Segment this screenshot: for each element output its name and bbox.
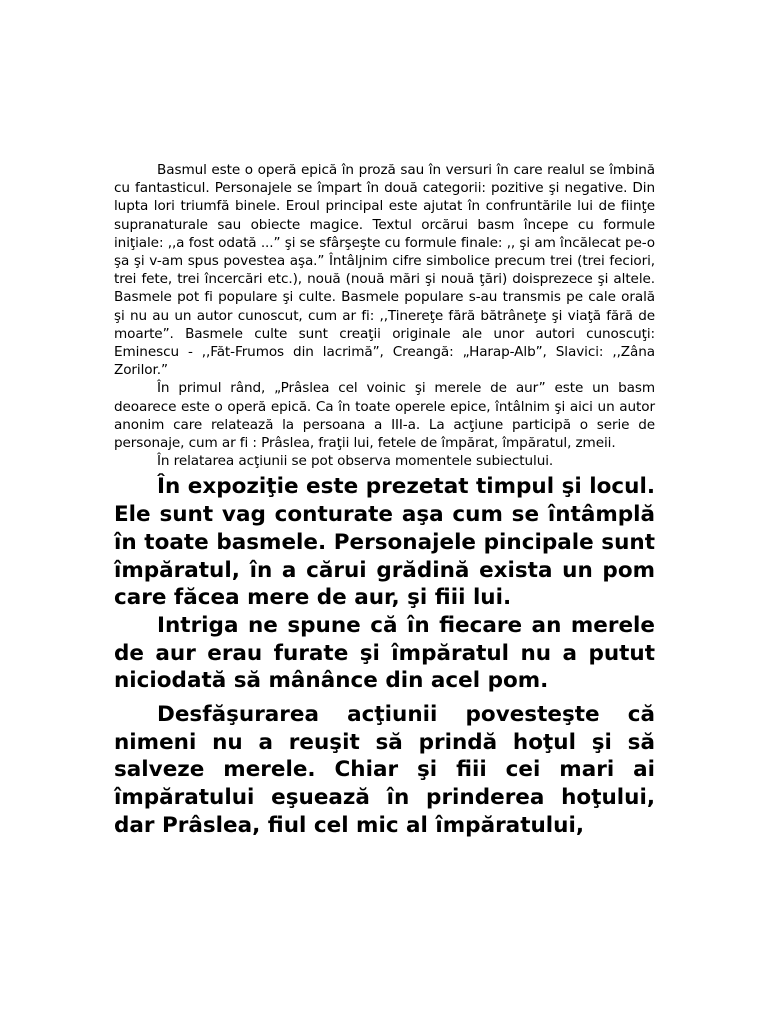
paragraph-prasle-epic: În primul rând, „Prâslea cel voinic şi merele de aur” este un basm deoarece este o operă epică. Ca în toate operele epice, întâlnim şi aici un autor anonim care relatează la persoana a III-a. La acţiune participă o serie de personaje, cum ar fi : Prâslea, fraţii lui, fetele de împărat, împăratul, zmeii. (114, 380, 655, 452)
document-body (114, 161, 655, 840)
paragraph-expozitie: În expoziţie este prezetat timpul şi locul. Ele sunt vag conturate aşa cum se întâmplă în toate basmele. Personajele pincipale sunt împăratul, în a cărui grădină exista un pom care făcea mere de aur, şi fiii lui. (114, 474, 655, 611)
paragraph-intro-basm: Basmul este o operă epică în proză sau în versuri în care realul se îmbină cu fantasticul. Personajele se împart în două categorii: pozitive şi negative. Din lupta lori triumfă binele. Eroul principal este ajutat în confruntările lui de fiinţe supranaturale sau obiecte magice. Textul orcărui basm începe cu formule iniţiale: ,,a fost odată ...” şi se sfârşeşte cu formule finale: ,, şi am încălecat pe-o şa şi v-am spus povestea aşa.” Întâljnim cifre simbolice precum trei (trei feciori, trei fete, trei încercări etc.), nouă (nouă mări şi nouă ţări) doisprezece şi altele. Basmele pot fi populare şi culte. Basmele populare s-au transmis pe cale orală şi nu au un autor cunoscut, cum ar fi: ,,Tinereţe fără bătrâneţe şi viaţă fără de moarte”. Basmele culte sunt creaţii originale ale unor autori cunoscuţi: Eminescu - ,,Făt-Frumos din lacrimă”, Creangă: „Harap-Alb”, Slavici: ,,Zâna Zorilor.” (114, 162, 655, 379)
paragraph-momentele-subiectului: În relatarea acţiunii se pot observa momentele subiectului. (157, 453, 554, 470)
paragraph-desfasurarea-actiunii: Desfăşurarea acţiunii povesteşte că nimeni nu a reuşit să prindă hoţul şi să salveze merele. Chiar şi fiii cei mari ai împăratului eşuează în prinderea hoţului, dar Prâslea, fiul cel mic al împăratului, (114, 702, 655, 838)
paragraph-intriga: Intriga ne spune că în fiecare an merele de aur erau furate şi împăratul nu a putut niciodată să mânânce din acel pom. (114, 612, 655, 694)
